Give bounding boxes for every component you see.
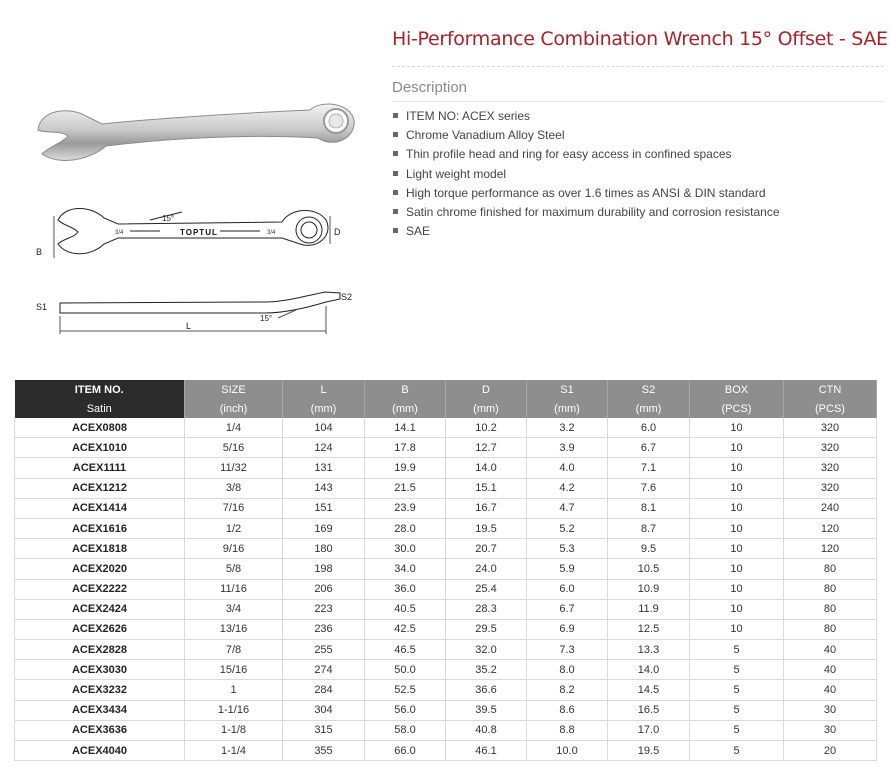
cell-item-no: ACEX3636 [15, 720, 185, 740]
cell-ctn: 240 [784, 498, 877, 518]
cell-b: 34.0 [365, 559, 446, 579]
cell-item-no: ACEX2828 [15, 640, 185, 660]
cell-s2: 16.5 [608, 700, 690, 720]
cell-s2: 10.5 [608, 559, 690, 579]
cell-b: 42.5 [365, 619, 446, 639]
cell-s2: 17.0 [608, 720, 690, 740]
wrench-illustration [20, 80, 370, 350]
cell-b: 66.0 [365, 741, 446, 761]
table-row [15, 498, 877, 518]
cell-size: 1-1/4 [185, 741, 283, 761]
header-b: B [365, 380, 446, 399]
subheader-unit: (mm) [446, 399, 527, 418]
cell-s2: 10.9 [608, 579, 690, 599]
cell-size: 15/16 [185, 660, 283, 680]
cell-size: 5/16 [185, 438, 283, 458]
cell-item-no: ACEX2626 [15, 619, 185, 639]
header-d: D [446, 380, 527, 399]
cell-ctn: 30 [784, 720, 877, 740]
cell-size: 11/32 [185, 458, 283, 478]
cell-box: 10 [690, 539, 784, 559]
cell-s2: 7.1 [608, 458, 690, 478]
cell-box: 10 [690, 619, 784, 639]
table-row [15, 599, 877, 619]
cell-s2: 9.5 [608, 539, 690, 559]
cell-ctn: 120 [784, 518, 877, 538]
cell-length: 198 [283, 559, 365, 579]
cell-length: 131 [283, 458, 365, 478]
cell-d: 35.2 [446, 660, 527, 680]
header-size: SIZE [185, 380, 283, 399]
cell-box: 10 [690, 579, 784, 599]
cell-ctn: 80 [784, 599, 877, 619]
table-row [15, 518, 877, 538]
table-row [15, 720, 877, 740]
cell-length: 206 [283, 579, 365, 599]
cell-box: 5 [690, 700, 784, 720]
cell-box: 10 [690, 559, 784, 579]
cell-box: 5 [690, 720, 784, 740]
cell-length: 124 [283, 438, 365, 458]
feature-item: ITEM NO: ACEX series [392, 108, 780, 127]
table-row [15, 700, 877, 720]
cell-d: 14.0 [446, 458, 527, 478]
cell-size: 9/16 [185, 539, 283, 559]
cell-length: 304 [283, 700, 365, 720]
cell-s1: 4.7 [527, 498, 608, 518]
cell-d: 40.8 [446, 720, 527, 740]
cell-item-no: ACEX2020 [15, 559, 185, 579]
bullet-icon [393, 209, 398, 214]
cell-ctn: 20 [784, 741, 877, 761]
cell-b: 19.9 [365, 458, 446, 478]
cell-b: 50.0 [365, 660, 446, 680]
cell-d: 20.7 [446, 539, 527, 559]
cell-s1: 3.2 [527, 418, 608, 438]
cell-length: 355 [283, 741, 365, 761]
feature-item: Chrome Vanadium Alloy Steel [392, 127, 780, 146]
table-row [15, 418, 877, 438]
bullet-icon [393, 228, 398, 233]
cell-box: 10 [690, 478, 784, 498]
cell-box: 5 [690, 680, 784, 700]
cell-s2: 6.0 [608, 418, 690, 438]
cell-item-no: ACEX2222 [15, 579, 185, 599]
table-row [15, 539, 877, 559]
cell-d: 15.1 [446, 478, 527, 498]
cell-ctn: 40 [784, 680, 877, 700]
cell-d: 39.5 [446, 700, 527, 720]
table-row [15, 680, 877, 700]
cell-box: 10 [690, 498, 784, 518]
cell-size: 5/8 [185, 559, 283, 579]
cell-length: 143 [283, 478, 365, 498]
cell-ctn: 80 [784, 619, 877, 639]
cell-length: 255 [283, 640, 365, 660]
table-row [15, 660, 877, 680]
dim-b-label: B [36, 247, 43, 257]
cell-box: 10 [690, 438, 784, 458]
cell-b: 21.5 [365, 478, 446, 498]
subheader-unit: (mm) [608, 399, 690, 418]
subheader-unit: (PCS) [784, 399, 877, 418]
cell-s2: 14.0 [608, 660, 690, 680]
bullet-icon [393, 171, 398, 176]
cell-d: 10.2 [446, 418, 527, 438]
cell-s2: 8.7 [608, 518, 690, 538]
cell-d: 29.5 [446, 619, 527, 639]
cell-d: 36.6 [446, 680, 527, 700]
header-row [15, 380, 877, 399]
cell-item-no: ACEX1616 [15, 518, 185, 538]
bullet-icon [393, 151, 398, 156]
cell-item-no: ACEX0808 [15, 418, 185, 438]
cell-b: 23.9 [365, 498, 446, 518]
cell-b: 28.0 [365, 518, 446, 538]
cell-length: 151 [283, 498, 365, 518]
header-ctn: CTN [784, 380, 877, 399]
cell-box: 5 [690, 741, 784, 761]
cell-size: 13/16 [185, 619, 283, 639]
cell-length: 169 [283, 518, 365, 538]
cell-s2: 13.3 [608, 640, 690, 660]
cell-size: 1 [185, 680, 283, 700]
cell-d: 19.5 [446, 518, 527, 538]
cell-b: 30.0 [365, 539, 446, 559]
bullet-icon [393, 132, 398, 137]
cell-length: 223 [283, 599, 365, 619]
cell-item-no: ACEX4040 [15, 741, 185, 761]
table-row [15, 579, 877, 599]
title-divider [392, 66, 884, 67]
cell-length: 315 [283, 720, 365, 740]
cell-s1: 4.2 [527, 478, 608, 498]
table-row [15, 458, 877, 478]
cell-size: 1-1/16 [185, 700, 283, 720]
cell-s2: 12.5 [608, 619, 690, 639]
cell-s1: 5.2 [527, 518, 608, 538]
cell-ctn: 320 [784, 458, 877, 478]
cell-box: 5 [690, 660, 784, 680]
feature-item: Light weight model [392, 166, 780, 185]
cell-item-no: ACEX3434 [15, 700, 185, 720]
cell-size: 11/16 [185, 579, 283, 599]
wrench-diagram [20, 80, 370, 350]
subheader-unit: (mm) [283, 399, 365, 418]
product-title: Hi-Performance Combination Wrench 15° Offset - SAE [392, 28, 888, 50]
cell-s1: 5.9 [527, 559, 608, 579]
cell-length: 274 [283, 660, 365, 680]
cell-size: 1/4 [185, 418, 283, 438]
table-row [15, 559, 877, 579]
cell-ctn: 320 [784, 478, 877, 498]
cell-size: 1-1/8 [185, 720, 283, 740]
cell-d: 24.0 [446, 559, 527, 579]
cell-size: 3/4 [185, 599, 283, 619]
header-l: L [283, 380, 365, 399]
cell-d: 32.0 [446, 640, 527, 660]
cell-s1: 10.0 [527, 741, 608, 761]
table-row [15, 741, 877, 761]
header-s2: S2 [608, 380, 690, 399]
size-mark-left: 3/4 [115, 230, 124, 236]
subheader-unit: (inch) [185, 399, 283, 418]
cell-length: 284 [283, 680, 365, 700]
header-item-no: ITEM NO. [15, 380, 185, 399]
header-box: BOX [690, 380, 784, 399]
table-row [15, 619, 877, 639]
cell-item-no: ACEX3030 [15, 660, 185, 680]
cell-b: 58.0 [365, 720, 446, 740]
cell-d: 46.1 [446, 741, 527, 761]
dim-s2-label: S2 [341, 292, 353, 302]
cell-s1: 7.3 [527, 640, 608, 660]
cell-item-no: ACEX3232 [15, 680, 185, 700]
cell-size: 7/8 [185, 640, 283, 660]
size-mark-right: 3/4 [267, 230, 276, 236]
cell-b: 14.1 [365, 418, 446, 438]
subheader-unit: (mm) [527, 399, 608, 418]
cell-box: 10 [690, 599, 784, 619]
cell-item-no: ACEX1818 [15, 539, 185, 559]
description-heading: Description [392, 79, 468, 96]
cell-d: 28.3 [446, 599, 527, 619]
cell-item-no: ACEX1212 [15, 478, 185, 498]
table-row [15, 640, 877, 660]
wrench-photo [38, 104, 354, 160]
brand-label: TOPTUL [180, 228, 218, 237]
cell-d: 25.4 [446, 579, 527, 599]
feature-item: High torque performance as over 1.6 times as ANSI & DIN standard [392, 185, 780, 204]
cell-s1: 6.7 [527, 599, 608, 619]
cell-s1: 4.0 [527, 458, 608, 478]
cell-b: 56.0 [365, 700, 446, 720]
cell-s2: 14.5 [608, 680, 690, 700]
cell-box: 10 [690, 418, 784, 438]
cell-s2: 8.1 [608, 498, 690, 518]
cell-s2: 6.7 [608, 438, 690, 458]
header-s1: S1 [527, 380, 608, 399]
feature-item: Thin profile head and ring for easy access in confined spaces [392, 146, 780, 165]
feature-item: SAE [392, 223, 780, 242]
cell-item-no: ACEX1111 [15, 458, 185, 478]
cell-length: 180 [283, 539, 365, 559]
cell-s1: 8.0 [527, 660, 608, 680]
cell-s2: 7.6 [608, 478, 690, 498]
cell-b: 36.0 [365, 579, 446, 599]
cell-item-no: ACEX2424 [15, 599, 185, 619]
cell-ctn: 80 [784, 579, 877, 599]
cell-s1: 6.9 [527, 619, 608, 639]
spec-table [14, 380, 877, 761]
dim-s1-label: S1 [36, 302, 48, 312]
cell-length: 236 [283, 619, 365, 639]
cell-b: 17.8 [365, 438, 446, 458]
cell-s2: 19.5 [608, 741, 690, 761]
cell-ctn: 40 [784, 660, 877, 680]
cell-s1: 5.3 [527, 539, 608, 559]
bullet-icon [393, 113, 398, 118]
cell-box: 10 [690, 518, 784, 538]
cell-item-no: ACEX1010 [15, 438, 185, 458]
table-row [15, 438, 877, 458]
cell-item-no: ACEX1414 [15, 498, 185, 518]
cell-ctn: 30 [784, 700, 877, 720]
cell-s1: 8.6 [527, 700, 608, 720]
cell-ctn: 120 [784, 539, 877, 559]
dim-l-label: L [186, 321, 192, 331]
angle-label-side: 15° [260, 314, 273, 323]
cell-ctn: 320 [784, 418, 877, 438]
cell-s2: 11.9 [608, 599, 690, 619]
cell-s1: 8.8 [527, 720, 608, 740]
cell-s1: 8.2 [527, 680, 608, 700]
spec-table-body [15, 418, 877, 761]
subheader-row [15, 399, 877, 418]
cell-b: 46.5 [365, 640, 446, 660]
cell-s1: 3.9 [527, 438, 608, 458]
cell-d: 12.7 [446, 438, 527, 458]
cell-length: 104 [283, 418, 365, 438]
cell-ctn: 320 [784, 438, 877, 458]
cell-b: 40.5 [365, 599, 446, 619]
description-divider [392, 101, 884, 102]
dim-d-label: D [334, 227, 341, 237]
cell-box: 5 [690, 640, 784, 660]
feature-item: Satin chrome finished for maximum durability and corrosion resistance [392, 204, 780, 223]
subheader-unit: (PCS) [690, 399, 784, 418]
cell-size: 7/16 [185, 498, 283, 518]
cell-d: 16.7 [446, 498, 527, 518]
bullet-icon [393, 190, 398, 195]
cell-size: 3/8 [185, 478, 283, 498]
cell-box: 10 [690, 458, 784, 478]
cell-s1: 6.0 [527, 579, 608, 599]
cell-size: 1/2 [185, 518, 283, 538]
angle-label-top: 15° [162, 214, 175, 223]
feature-list [392, 108, 780, 242]
cell-ctn: 40 [784, 640, 877, 660]
cell-b: 52.5 [365, 680, 446, 700]
subheader-finish: Satin [15, 399, 185, 418]
subheader-unit: (mm) [365, 399, 446, 418]
cell-ctn: 80 [784, 559, 877, 579]
wrench-side-drawing [60, 292, 340, 334]
table-row [15, 478, 877, 498]
